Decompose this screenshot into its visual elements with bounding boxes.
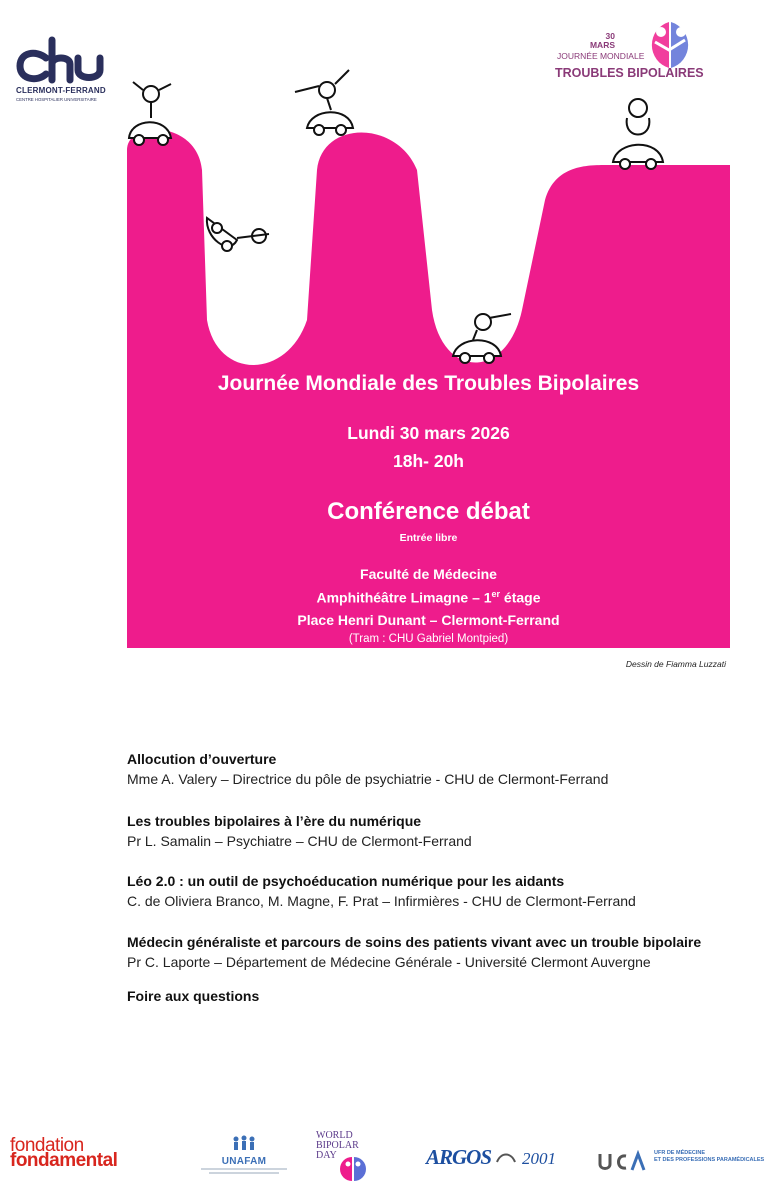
bipolar-day-date bbox=[590, 32, 615, 50]
argos-name: ARGOS bbox=[426, 1145, 492, 1169]
argos-mark-icon bbox=[495, 1151, 521, 1168]
poster-room-name: Amphithéâtre Limagne – 1 bbox=[316, 589, 492, 606]
chu-city: CLERMONT-FERRAND bbox=[16, 86, 106, 95]
uca-logo bbox=[598, 1148, 763, 1178]
argos-logo bbox=[426, 1145, 556, 1170]
program-item-speaker: C. de Oliviera Branco, M. Magne, F. Prat – Infirmières - CHU de Clermont-Ferrand bbox=[127, 893, 636, 909]
program-item-speaker: Pr L. Samalin – Psychiatre – CHU de Clermont-Ferrand bbox=[127, 833, 472, 849]
program-item bbox=[127, 871, 757, 911]
poster-admission: Entrée libre bbox=[399, 532, 458, 544]
uca-line2: ET DES PROFESSIONS PARAMÉDICALES bbox=[654, 1157, 765, 1163]
illustration-credit: Dessin de Fiamma Luzzati bbox=[625, 659, 726, 669]
poster-info bbox=[127, 368, 730, 648]
wbd-line2: BIPOLAR bbox=[316, 1140, 359, 1151]
unafam-logo bbox=[196, 1135, 292, 1176]
poster-transport: (Tram : CHU Gabriel Montpied) bbox=[348, 633, 509, 645]
unafam-name: UNAFAM bbox=[221, 1156, 267, 1167]
unafam-tagline-decoration bbox=[196, 1167, 292, 1176]
poster-title: Journée Mondiale des Troubles Bipolaires bbox=[217, 372, 640, 395]
fondation-logo-line2: fondamental bbox=[10, 1150, 118, 1171]
program-item-title: Les troubles bipolaires à l’ère du numérique bbox=[127, 813, 422, 829]
poster-room bbox=[127, 589, 730, 606]
program-item bbox=[127, 986, 757, 1006]
uca-faculty bbox=[654, 1150, 764, 1164]
bipolar-day-day: 30 bbox=[605, 31, 615, 41]
program-list bbox=[127, 749, 757, 1006]
bipolar-day-month: MARS bbox=[589, 40, 615, 50]
poster-event-type: Conférence débat bbox=[327, 498, 530, 525]
program-item-title: Médecin généraliste et parcours de soins des patients vivant avec un trouble bipolaire bbox=[127, 934, 702, 950]
poster-time: 18h- 20h bbox=[393, 451, 464, 471]
program-item-title: Allocution d’ouverture bbox=[127, 751, 277, 767]
poster-wave-illustration bbox=[127, 60, 730, 390]
program-item-speaker: Pr C. Laporte – Département de Médecine Générale - Université Clermont Auvergne bbox=[127, 954, 651, 970]
argos-year: 2001 bbox=[521, 1149, 556, 1168]
poster-address: Place Henri Dunant – Clermont-Ferrand bbox=[297, 612, 560, 628]
uca-mark bbox=[598, 1150, 648, 1172]
chu-logo bbox=[16, 36, 110, 102]
program-item bbox=[127, 749, 757, 789]
fondation-logo-line1: fondation bbox=[10, 1135, 84, 1156]
car-figure-2 bbox=[295, 70, 353, 135]
world-bipolar-day-logo bbox=[316, 1131, 372, 1161]
poster-venue: Faculté de Médecine bbox=[360, 566, 497, 582]
program-item bbox=[127, 932, 757, 972]
wbd-emblem bbox=[338, 1155, 368, 1183]
program-item-speaker: Mme A. Valery – Directrice du pôle de psychiatrie - CHU de Clermont-Ferrand bbox=[127, 771, 609, 787]
wbd-line1: WORLD bbox=[316, 1130, 353, 1141]
poster-room-sup: er bbox=[491, 589, 501, 599]
bipolar-day-line1: JOURNÉE MONDIALE bbox=[557, 51, 645, 61]
car-figure-1 bbox=[129, 82, 171, 145]
chu-subtitle: CENTRE HOSPITALIER UNIVERSITAIRE bbox=[16, 97, 97, 102]
chu-logo-mark bbox=[16, 36, 108, 84]
bipolar-day-line2: TROUBLES BIPOLAIRES bbox=[555, 66, 704, 80]
car-figure-5 bbox=[613, 99, 663, 169]
car-figure-3 bbox=[207, 218, 269, 251]
program-item-title: Léo 2.0 : un outil de psychoéducation numérique pour les aidants bbox=[127, 873, 565, 889]
uca-line1: UFR DE MÉDECINE bbox=[654, 1150, 706, 1156]
program-item-title: Foire aux questions bbox=[127, 988, 260, 1004]
poster-date: Lundi 30 mars 2026 bbox=[347, 423, 510, 443]
wbd-line3: DAY bbox=[316, 1150, 337, 1161]
unafam-people-icon bbox=[231, 1135, 257, 1151]
poster-room-floor: étage bbox=[500, 589, 541, 606]
fondation-fondamental-logo bbox=[10, 1135, 118, 1171]
program-item bbox=[127, 811, 757, 851]
